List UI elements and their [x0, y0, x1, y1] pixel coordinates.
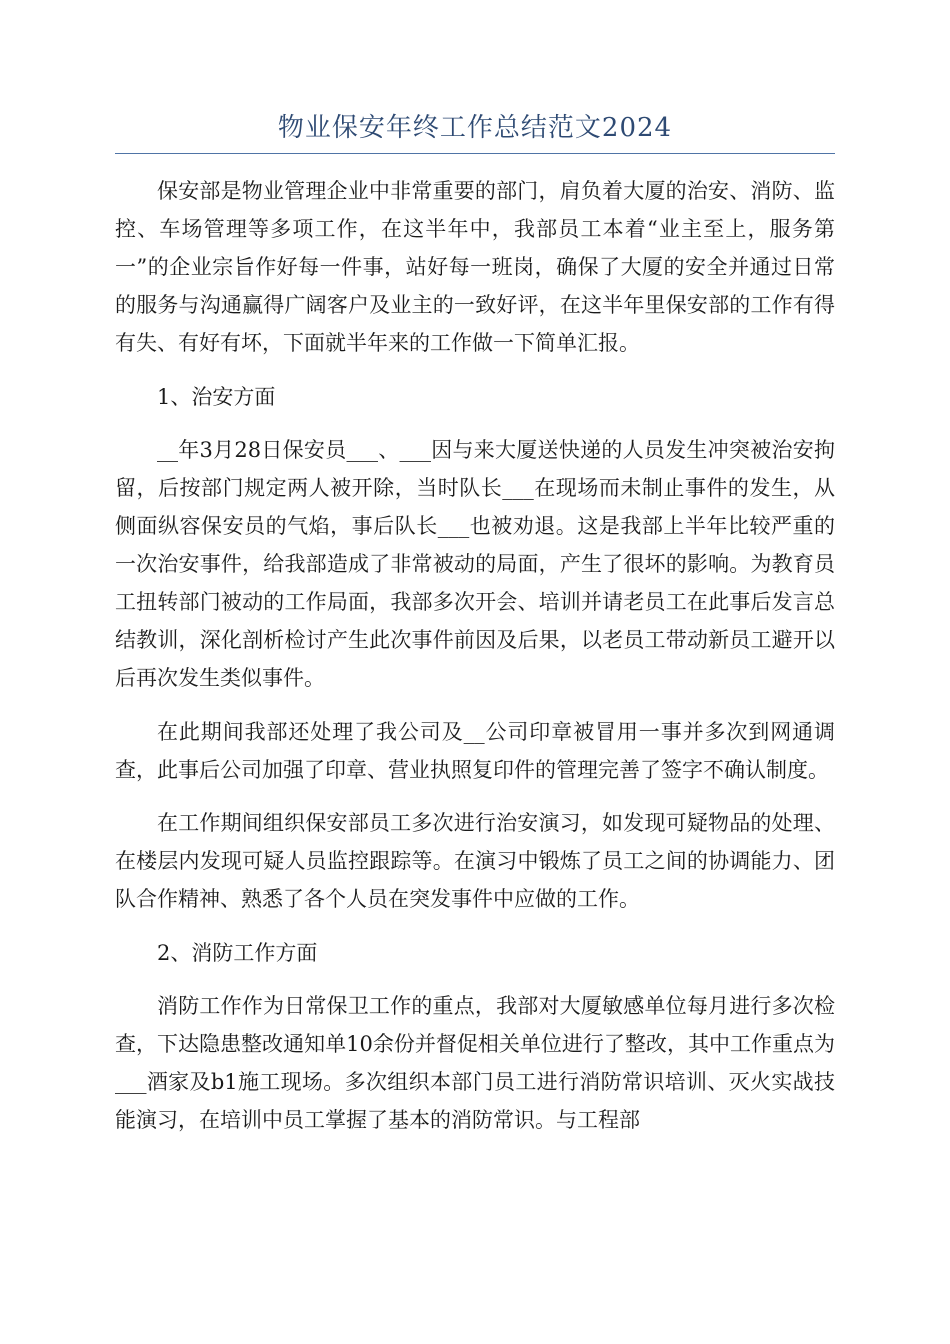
section-heading-fire: 2、消防工作方面	[157, 940, 318, 965]
section-heading-security: 1、治安方面	[157, 384, 276, 409]
paragraph-intro: 保安部是物业管理企业中非常重要的部门，肩负着大厦的治安、消防、监控、车场管理等多项工作，在这半年中，我部员工本着“业主至上，服务第一”的企业宗旨作好每一件事，站好每一班岗，确保了大厦的安全并通过日常的服务与沟通赢得广阔客户及业主的一致好评，在这半年里保安部的工作有得有失、有好有坏，下面就半年来的工作做一下简单汇报。	[115, 179, 835, 355]
title-underline	[115, 153, 835, 154]
paragraph-seal-misuse: 在此期间我部还处理了我公司及__公司印章被冒用一事并多次到网通调查，此事后公司加强了印章、营业执照复印件的管理完善了签字不确认制度。	[115, 719, 835, 782]
paragraph-incident: __年3月28日保安员___、___因与来大厦送快递的人员发生冲突被治安拘留，后按部门规定两人被开除，当时队长___在现场而未制止事件的发生，从侧面纵容保安员的气焰，事后队长___也被劝退。这是我部上半年比较严重的一次治安事件，给我部造成了非常被动的局面，产生了很坏的影响。为教育员工扭转部门被动的工作局面，我部多次开会、培训并请老员工在此事后发言总结教训，深化剖析检讨产生此次事件前因及后果，以老员工带动新员工避开以后再次发生类似事件。	[115, 438, 835, 690]
document-body	[115, 172, 835, 1155]
document-title: 物业保安年终工作总结范文2024	[277, 113, 673, 143]
paragraph-fire-safety: 消防工作作为日常保卫工作的重点，我部对大厦敏感单位每月进行多次检查，下达隐患整改通知单10余份并督促相关单位进行了整改，其中工作重点为___酒家及b1施工现场。多次组织本部门员工进行消防常识培训、灭火实战技能演习，在培训中员工掌握了基本的消防常识。与工程部	[115, 994, 835, 1132]
paragraph-drills: 在工作期间组织保安部员工多次进行治安演习，如发现可疑物品的处理、在楼层内发现可疑人员监控跟踪等。在演习中锻炼了员工之间的协调能力、团队合作精神、熟悉了各个人员在突发事件中应做的工作。	[115, 811, 835, 911]
